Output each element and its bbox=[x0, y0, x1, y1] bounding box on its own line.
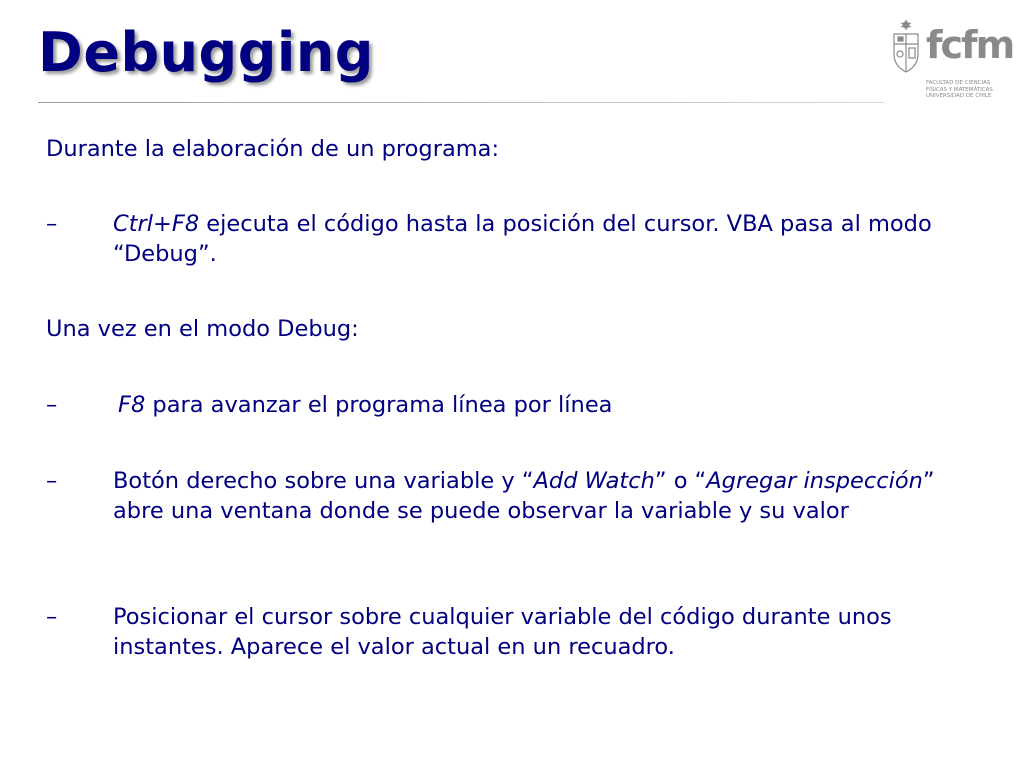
bullet-description: para avanzar el programa línea por línea bbox=[145, 392, 613, 418]
bullet-text-part: Botón derecho sobre una variable y “ bbox=[113, 468, 534, 494]
logo-subtitle-line: FACULTAD DE CIENCIAS bbox=[926, 80, 991, 86]
bullet-text bbox=[113, 466, 983, 526]
agregar-inspeccion-term: Agregar inspección bbox=[706, 468, 923, 494]
slide-title: Debugging bbox=[38, 21, 374, 84]
logo-subtitle bbox=[926, 80, 1006, 100]
bullet-text-part: ” o “ bbox=[654, 468, 707, 494]
fcfm-logo bbox=[890, 18, 1014, 104]
bullet-text-part: ” abre una ventana donde se puede observar la variable y su valor bbox=[113, 468, 935, 524]
bullet-dash: – bbox=[46, 211, 58, 237]
shortcut-key: Ctrl+F8 bbox=[113, 211, 200, 237]
bullet-dash: – bbox=[46, 392, 58, 418]
bullet-text bbox=[118, 390, 988, 420]
bullet-dash: – bbox=[46, 604, 58, 630]
bullet-description: ejecuta el código hasta la posición del cursor. VBA pasa al modo “Debug”. bbox=[113, 211, 932, 267]
title-underline bbox=[38, 102, 884, 103]
university-crest-icon bbox=[890, 18, 922, 74]
bullet-dash: – bbox=[46, 468, 58, 494]
debug-mode-paragraph: Una vez en el modo Debug: bbox=[46, 316, 359, 342]
logo-wordmark: fcfm bbox=[926, 23, 1014, 67]
bullet-text bbox=[113, 209, 983, 269]
bullet-text: Posicionar el cursor sobre cualquier variable del código durante unos instantes. Aparece el valor actual en un recuadro. bbox=[113, 604, 892, 660]
logo-subtitle-line: FÍSICAS Y MATEMÁTICAS bbox=[926, 86, 993, 93]
add-watch-term: Add Watch bbox=[533, 468, 655, 494]
logo-subtitle-line: UNIVERSIDAD DE CHILE bbox=[926, 93, 992, 99]
intro-paragraph: Durante la elaboración de un programa: bbox=[46, 136, 500, 162]
shortcut-key: F8 bbox=[118, 392, 146, 418]
